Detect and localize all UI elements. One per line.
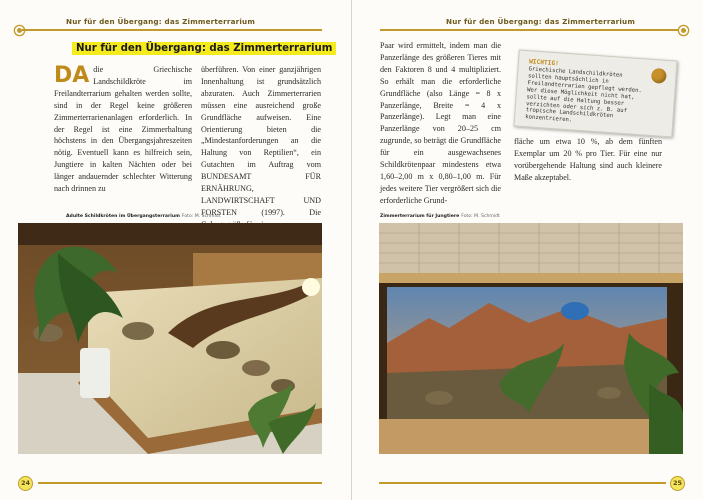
- info-note-card: [514, 50, 678, 138]
- photo-credit: Foto: M. Schmidt: [181, 214, 221, 219]
- photo-credit: Foto: M. Schmidt: [461, 214, 500, 219]
- header-dot-ornament: [679, 26, 688, 35]
- running-head-right: Nur für den Übergang: das Zimmerterrarium: [446, 17, 636, 26]
- page-number-left: 24: [18, 476, 33, 491]
- photo-caption-left: [66, 214, 221, 219]
- body-text-col2: überführen. Von einer ganzjährigen Innenhaltung ist grundsätzlich abzuraten. Auch Zimmerterrarien müssen eine ausreichend große Grundfläche aufweisen. Eine Orientierung bieten die „Mindestanforderungen an die Haltung von Reptilien“, ein Gutachten im Auftrag vom BUNDESAMT FÜR ERNÄHRUNG, LANDWIRTSCHAFT UND FORSTEN (1997). Die: [201, 65, 321, 217]
- body-column-1: [54, 64, 192, 195]
- body-column-2: [201, 64, 321, 231]
- caption-text: Adulte Schildkröten im Übergangsterrarium: [66, 214, 180, 219]
- photo-tortoise-enclosure: [18, 223, 322, 454]
- footer-rule: [379, 482, 666, 484]
- body-text-col4: fläche um etwa 10 %, ab dem fünften Exemplar um 20 % pro Tier. Für eine nur vorübergehende Haltung sind auch kleinere Maße akzeptabel.: [514, 137, 662, 182]
- left-page: [0, 0, 351, 500]
- chapter-title: Nur für den Übergang: das Zimmerterrarium: [72, 42, 336, 55]
- body-column-3: [380, 40, 501, 207]
- page-number-right: 25: [670, 476, 685, 491]
- drop-cap: DA: [54, 63, 90, 88]
- header-rule: [22, 29, 322, 31]
- photo-caption-right: [380, 214, 500, 219]
- body-text-col3: Paar wird ermittelt, indem man die Panzerlänge des größeren Tieres mit den Faktoren 8 und 4 multipliziert. So erhält man die erforderliche Grundfläche (also Länge = 8 x Panzerlänge, Breite = 4 x Panzerlänge). Legt man eine Panzerlänge von 20–25 cm zugrunde, so beträgt die Grundfläche für ein ausgewachsenes Schildkrötenpaar mindestens etwa 1,60–2,00 m x 0,80–1,00 m. Für jedes weitere Tier vergrößert sich die erforderliche Grund-: [380, 41, 501, 205]
- footer-rule: [38, 482, 322, 484]
- photo-indoor-terrarium: [379, 223, 683, 454]
- body-text-col1: die Griechische Landschildkröte im Freilandterrarium gehalten werden sollte, sind in der Regel keine größeren Zimmerterrarienanlagen erforderlich. In der Regel ist eine Zimmerhaltung höchstens in den Übergangsjahreszeiten nötig. Eventuell kann es hilfreich sein, Jungtiere in kalten Nächten oder bei länger andauernder schlechter Witterung nach drinnen zu: [54, 65, 192, 194]
- pin-icon: [651, 68, 667, 84]
- note-title: WICHTIG!: [528, 58, 560, 68]
- caption-text: Zimmerterrarium für Jungtiere: [380, 214, 460, 219]
- body-column-4: [514, 136, 662, 184]
- running-head-left: Nur für den Übergang: das Zimmerterrarium: [66, 17, 256, 26]
- note-text: Griechische Landschildkröten sollten hauptsächlich in Freilandterrarien gepflegt werden. Wer diese Möglichkeit nicht hat, sollte auf die Haltung besser verzichten oder sich z. B. auf tropische Landschildkröten konzentrieren.: [524, 66, 643, 124]
- header-rule: [380, 29, 681, 31]
